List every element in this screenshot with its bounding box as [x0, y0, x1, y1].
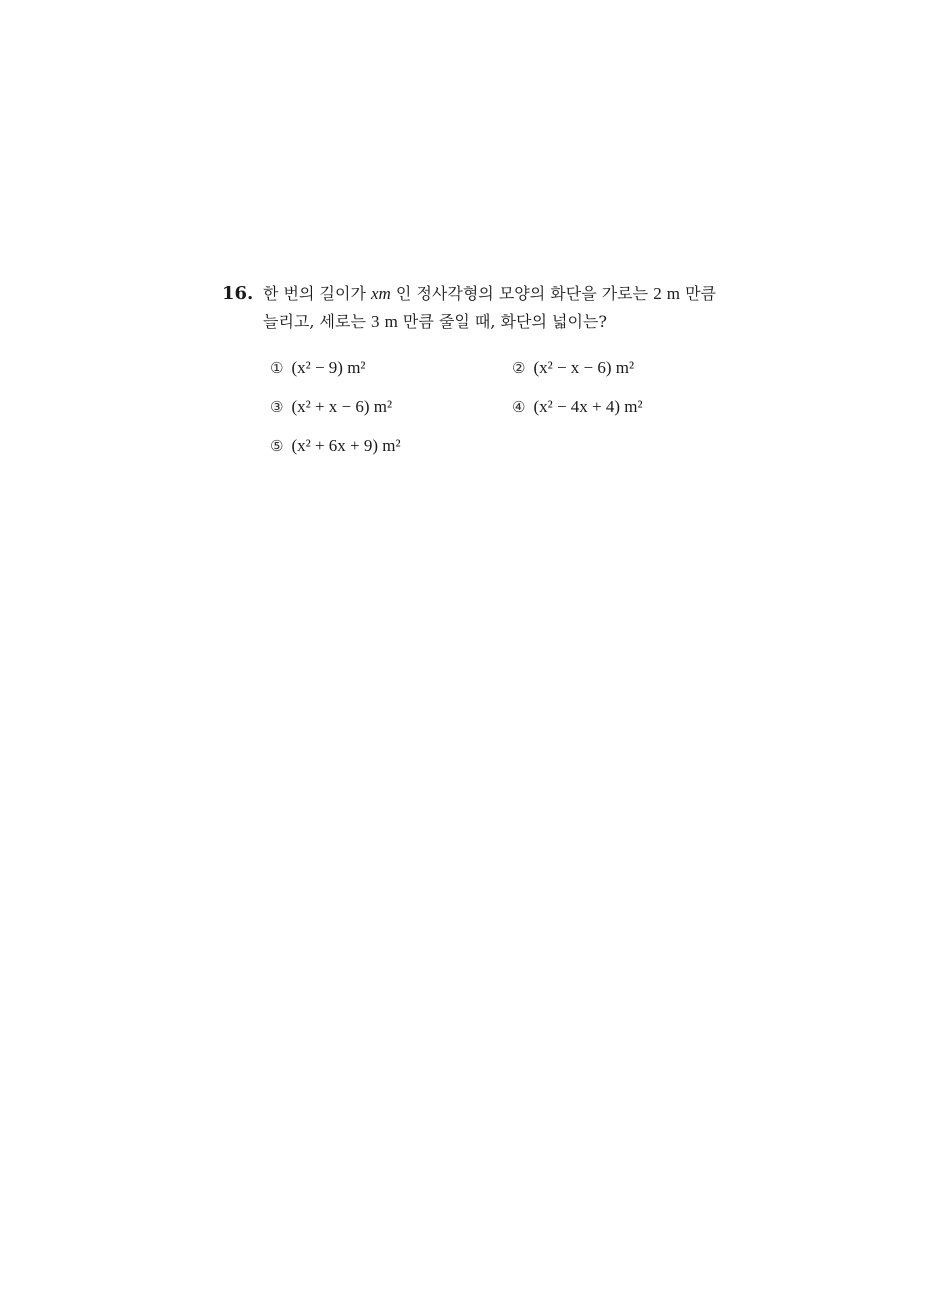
unit-m-2: m: [384, 312, 398, 331]
choice-4[interactable]: [512, 397, 643, 417]
choice-5[interactable]: [270, 436, 401, 456]
value-2: 2: [653, 284, 662, 303]
choice-2-expression: (x² − x − 6) m²: [533, 358, 635, 377]
choice-4-mark: ④: [512, 398, 526, 416]
choice-5-mark: ⑤: [270, 437, 284, 455]
choice-5-expression: (x² + 6x + 9) m²: [291, 436, 401, 455]
stem-text-1b: 인 정사각형의 모양의 화단을 가로는: [390, 284, 654, 303]
variable-m: m: [378, 284, 391, 303]
variable-x: x: [371, 284, 379, 303]
unit-m-1: m: [666, 284, 681, 303]
choice-3[interactable]: [270, 397, 392, 417]
choice-1[interactable]: [270, 358, 366, 378]
question-number: 16.: [222, 283, 254, 304]
stem-text-2a: 늘리고, 세로는: [263, 312, 371, 331]
choice-4-expression: (x² − 4x + 4) m²: [533, 397, 643, 416]
choice-3-expression: (x² + x − 6) m²: [291, 397, 393, 416]
choice-2[interactable]: [512, 358, 634, 378]
choice-3-mark: ③: [270, 398, 284, 416]
value-3: 3: [371, 312, 380, 331]
choice-2-mark: ②: [512, 359, 526, 377]
question-stem: [263, 280, 723, 336]
stem-line-2: [263, 308, 723, 336]
stem-line-1: [263, 280, 723, 308]
stem-text-2b: 만큼 줄일 때, 화단의 넓이는?: [397, 312, 607, 331]
choice-1-expression: (x² − 9) m²: [291, 358, 366, 377]
choice-1-mark: ①: [270, 359, 284, 377]
answer-choices: [270, 358, 690, 478]
stem-text-1c: 만큼: [680, 284, 717, 303]
stem-text-1a: 한 번의 길이가: [263, 284, 371, 303]
